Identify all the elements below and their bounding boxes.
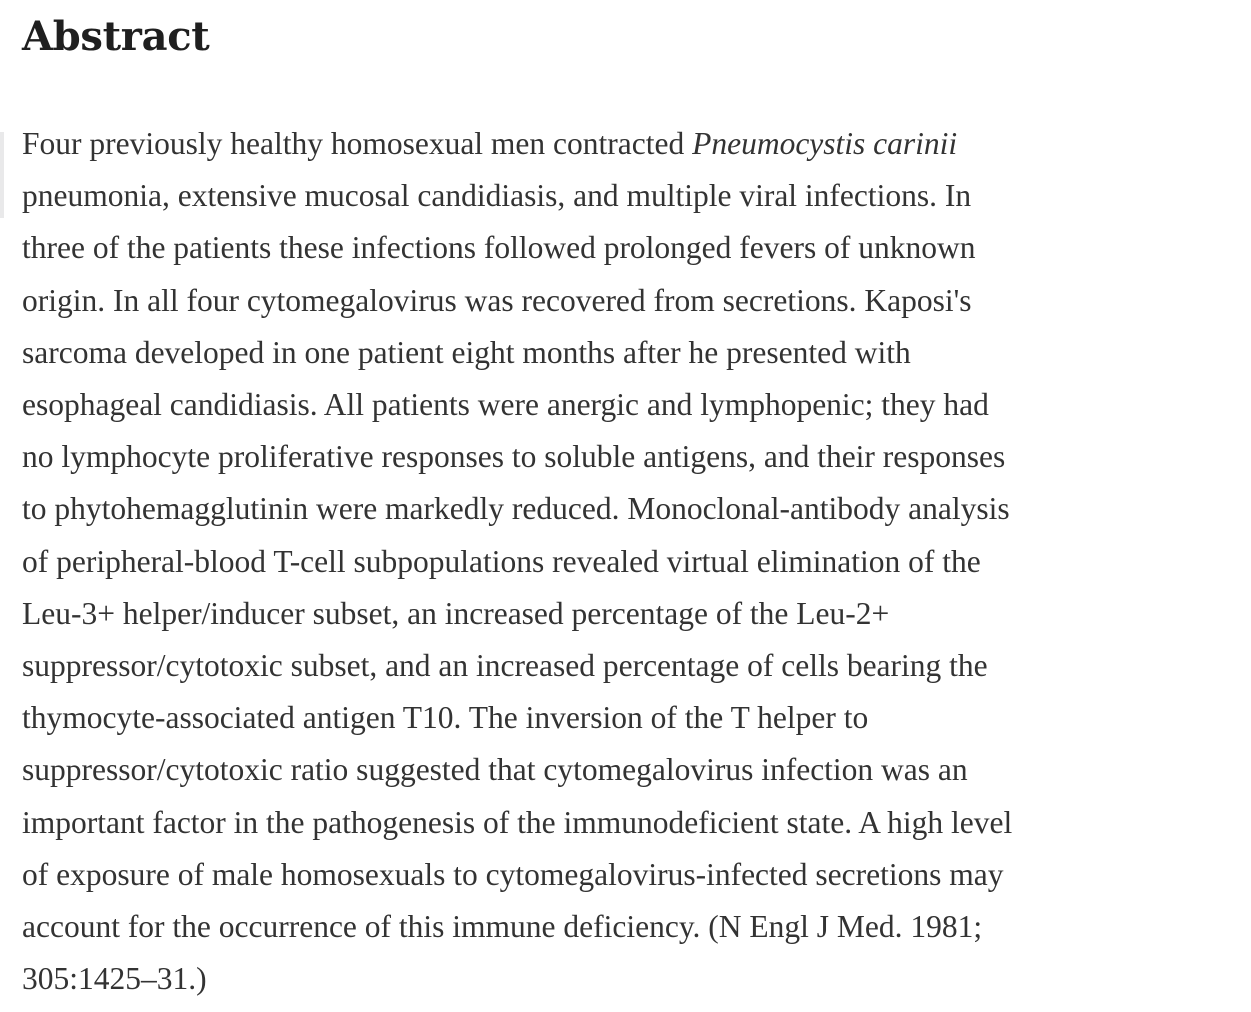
abstract-line: Leu-3+ helper/inducer subset, an increased percentage of the Leu-2+ (22, 595, 890, 631)
abstract-line: thymocyte-associated antigen T10. The inversion of the T helper to (22, 700, 869, 736)
abstract-line: of exposure of male homosexuals to cytomegalovirus-infected secretions may (22, 856, 1004, 892)
abstract-heading: Abstract (22, 13, 210, 60)
abstract-line (22, 118, 1244, 170)
abstract-line: origin. In all four cytomegalovirus was recovered from secretions. Kaposi's (22, 282, 972, 318)
abstract-line: sarcoma developed in one patient eight months after he presented with (22, 334, 911, 370)
abstract-line: important factor in the pathogenesis of the immunodeficient state. A high level (22, 804, 1013, 840)
abstract-line: suppressor/cytotoxic subset, and an increased percentage of cells bearing the (22, 648, 988, 684)
abstract-line: no lymphocyte proliferative responses to soluble antigens, and their responses (22, 439, 1006, 475)
abstract-text (22, 118, 1244, 1005)
abstract-line: 305:1425–31.) (22, 961, 207, 997)
abstract-line: of peripheral-blood T-cell subpopulations revealed virtual elimination of the (22, 543, 981, 579)
abstract-line: three of the patients these infections followed prolonged fevers of unknown (22, 230, 976, 266)
abstract-line: esophageal candidiasis. All patients were anergic and lymphopenic; they had (22, 387, 989, 423)
abstract-line: to phytohemagglutinin were markedly reduced. Monoclonal-antibody analysis (22, 491, 1010, 527)
left-edge-accent (0, 132, 4, 218)
organism-name-italic: Pneumocystis carinii (692, 126, 958, 161)
abstract-line: account for the occurrence of this immune deficiency. (N Engl J Med. 1981; (22, 909, 983, 945)
abstract-line: pneumonia, extensive mucosal candidiasis, and multiple viral infections. In (22, 178, 972, 214)
abstract-line-text: Four previously healthy homosexual men contracted (22, 126, 693, 161)
abstract-line: suppressor/cytotoxic ratio suggested that cytomegalovirus infection was an (22, 752, 968, 788)
